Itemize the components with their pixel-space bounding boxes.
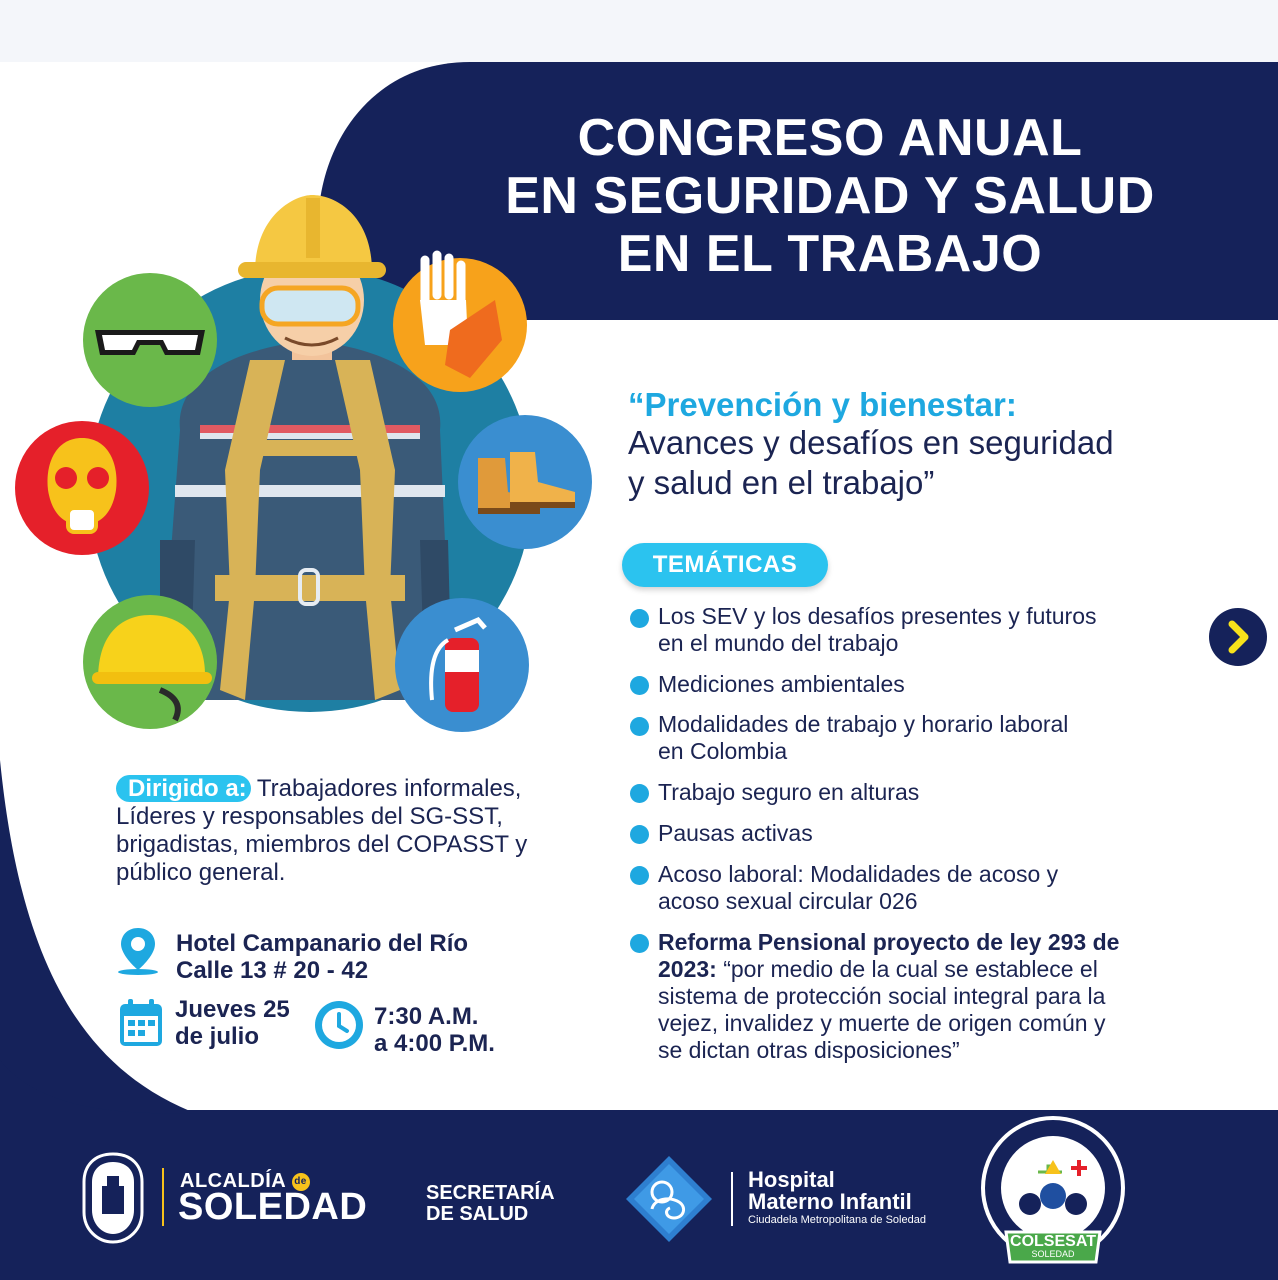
hospital-line-3: Ciudadela Metropolitana de Soledad [748,1214,926,1226]
topic-line: Mediciones ambientales [658,671,905,697]
bullet-dot [630,609,649,628]
topic-line: Los SEV y los desafíos presentes y futuros [658,603,1097,629]
subtitle-line-2: Avances y desafíos en seguridad [628,424,1114,461]
topic-line [658,929,1218,956]
topic-line: en Colombia [658,738,788,764]
gas-mask-icon [15,421,149,555]
next-button[interactable] [1209,608,1267,666]
extinguisher-icon [395,598,529,732]
audience-label: Dirigido a: [116,775,251,802]
topic-line: Modalidades de trabajo y horario laboral [658,711,1069,737]
location-pin-icon [114,926,162,976]
alcaldia-label: ALCALDÍA [180,1170,286,1192]
secretaria-line-1: SECRETARÍA [426,1182,555,1204]
list-item [658,603,1218,657]
date-line-1: Jueves 25 [175,996,290,1023]
bullet-dot [630,784,649,803]
date-line-2: de julio [175,1023,259,1050]
alcaldia-de: de [292,1173,310,1191]
topic-line: Pausas activas [658,820,813,846]
boots-icon [458,415,592,549]
committee-city: SOLEDAD [1031,1249,1075,1259]
list-item [658,711,1218,765]
list-item [658,779,1218,806]
bullet-dot [630,866,649,885]
coat-of-arms-logo [80,1152,146,1244]
subtitle-line-3: y salud en el trabajo” [628,464,935,501]
hospital-line-2: Materno Infantil [748,1189,912,1214]
bullet-dot [630,825,649,844]
hospital-line-1: Hospital [748,1167,835,1192]
topic-line: sistema de protección social integral para la [658,983,1106,1009]
time-line-2: a 4:00 P.M. [374,1030,495,1057]
secretaria-line-2: DE SALUD [426,1203,529,1225]
venue-name: Hotel Campanario del Río [176,930,469,957]
topic-line: en el mundo del trabajo [658,630,899,656]
venue-address: Calle 13 # 20 - 42 [176,957,369,984]
topic-line: Trabajo seguro en alturas [658,779,920,805]
time-line-1: 7:30 A.M. [374,1003,479,1030]
footer-divider [731,1172,733,1226]
hard-hat-icon [83,595,217,729]
worker-illustration [0,180,610,740]
topics-label: TEMÁTICAS [622,543,828,587]
safety-glasses-icon [83,273,217,407]
audience-block [116,775,586,887]
list-item [658,861,1218,915]
bullet-dot [630,934,649,953]
subtitle-line-1: “Prevención y bienestar: [628,386,1017,423]
topic-line: se dictan otras disposiciones” [658,1037,960,1063]
gloves-icon [393,255,527,392]
bullet-dot [630,717,649,736]
clock-icon [312,998,366,1052]
title-line-2: EN SEGURIDAD Y SALUD [505,167,1155,225]
topic-line: vejez, invalidez y muerte de origen común y [658,1010,1106,1036]
topic-line: 2023: “por medio de la cual se establece el [658,956,1098,982]
topic-line: Acoso laboral: Modalidades de acoso y [658,861,1059,887]
chevron-right-icon [1209,608,1267,666]
committee-name: COLSESAT [1010,1233,1096,1250]
title-line-1: CONGRESO ANUAL [577,109,1083,167]
bullet-dot [630,676,649,695]
hospital-logo [624,1154,714,1244]
audience-text: Trabajadores informales, Líderes y responsables del SG-SST, brigadistas, miembros del COPASST y público general. [116,775,528,886]
calendar-icon [118,998,164,1048]
title-line-3: EN EL TRABAJO [617,225,1043,283]
footer-divider [162,1168,164,1226]
list-item [658,820,1218,847]
alcaldia-name: SOLEDAD [178,1186,368,1228]
reform-bold: 2023: [658,956,717,982]
topic-line: acoso sexual circular 026 [658,888,918,914]
list-item [658,929,1218,1064]
reform-bold: Reforma Pensional proyecto de ley 293 de [658,929,1120,955]
list-item [658,671,1218,698]
